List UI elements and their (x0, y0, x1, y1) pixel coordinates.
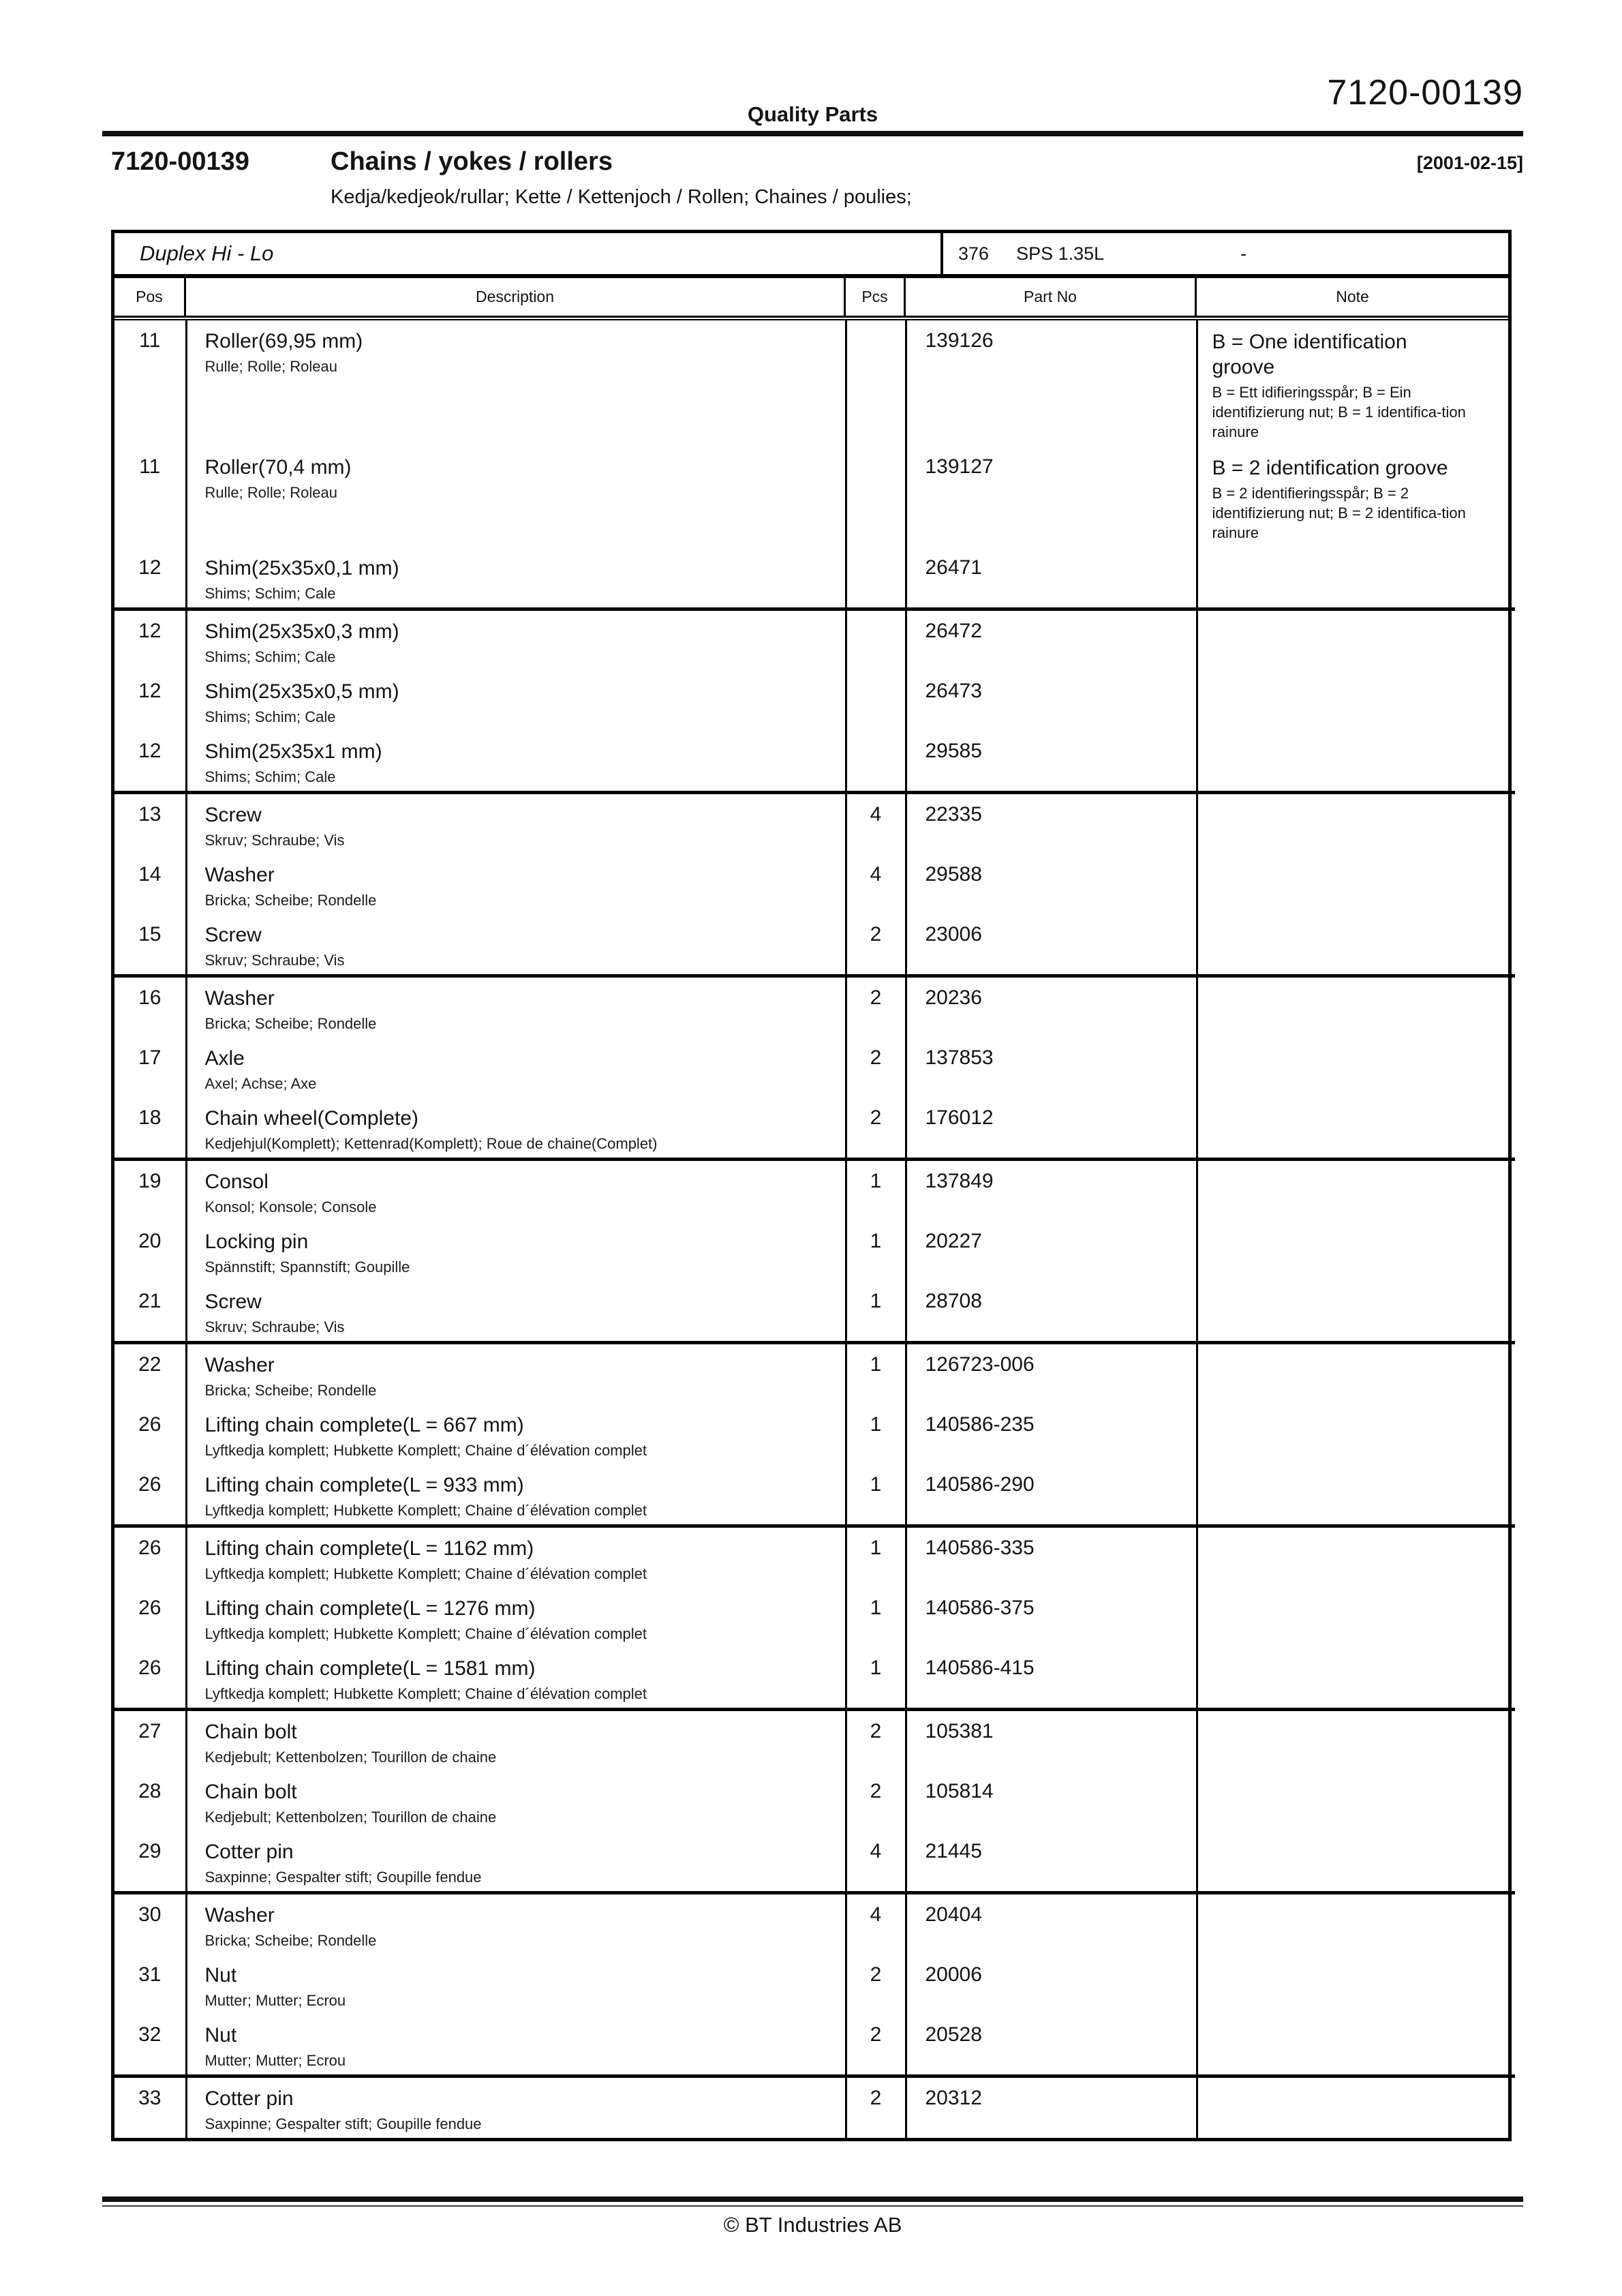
pcs-cell: 1 (846, 1281, 906, 1343)
description-sub: Rulle; Rolle; Roleau (204, 358, 337, 375)
pcs-cell: 2 (846, 1038, 906, 1098)
pcs-cell: 2 (846, 1771, 906, 1831)
pos-cell: 21 (114, 1281, 186, 1343)
part-no-cell: 105814 (906, 1771, 1197, 1831)
row-group (114, 793, 1515, 976)
note-sub: B = 2 identifieringsspår; B = 2 identifizierung nut; B = 2 identifica-tion rainure (1212, 485, 1466, 541)
description-cell (186, 1710, 846, 1772)
pos-cell: 12 (114, 731, 186, 793)
description-sub: Skruv; Schraube; Vis (204, 1318, 345, 1335)
row-group (114, 976, 1515, 1160)
note-cell (1197, 1648, 1515, 1710)
description-cell (186, 320, 846, 447)
description-cell (186, 1404, 846, 1464)
description-main: Chain wheel(Complete) (204, 1107, 418, 1130)
pcs-cell: 1 (846, 1160, 906, 1222)
description-main: Washer (204, 864, 275, 886)
table-row (114, 447, 1515, 547)
note-cell (1197, 609, 1515, 671)
description-cell (186, 1464, 846, 1526)
note-cell (1197, 1038, 1515, 1098)
description-cell (186, 1221, 846, 1281)
description-cell (186, 1771, 846, 1831)
description-sub: Mutter; Mutter; Ecrou (204, 1992, 346, 2009)
pcs-cell: 1 (846, 1648, 906, 1710)
description-main: Screw (204, 1290, 262, 1313)
table-row (114, 1098, 1515, 1160)
pcs-cell: 2 (846, 1710, 906, 1772)
description-sub: Shims; Schim; Cale (204, 708, 336, 725)
pcs-cell (846, 447, 906, 547)
pos-cell: 18 (114, 1098, 186, 1160)
part-no-cell: 29588 (906, 854, 1197, 914)
description-sub: Axel; Achse; Axe (204, 1075, 317, 1092)
pcs-cell: 1 (846, 1404, 906, 1464)
table-row (114, 1038, 1515, 1098)
description-cell (186, 1038, 846, 1098)
part-no-cell: 105381 (906, 1710, 1197, 1772)
pos-cell: 27 (114, 1710, 186, 1772)
pos-cell: 11 (114, 447, 186, 547)
pcs-cell: 4 (846, 1831, 906, 1893)
table-row (114, 854, 1515, 914)
description-sub: Shims; Schim; Cale (204, 768, 336, 785)
description-main: Axle (204, 1047, 245, 1070)
part-no-cell: 20312 (906, 2076, 1197, 2139)
description-sub: Saxpinne; Gespalter stift; Goupille fendue (204, 2115, 482, 2132)
note-cell (1197, 2076, 1515, 2139)
description-sub: Bricka; Scheibe; Rondelle (204, 892, 377, 909)
note-cell (1197, 1281, 1515, 1343)
description-main: Locking pin (204, 1230, 309, 1253)
description-sub: Kedjebult; Kettenbolzen; Tourillon de chaine (204, 1809, 497, 1826)
description-cell (186, 1281, 846, 1343)
description-sub: Bricka; Scheibe; Rondelle (204, 1382, 377, 1399)
section-title-row (111, 147, 1523, 209)
pcs-cell: 4 (846, 793, 906, 855)
description-main: Nut (204, 1964, 237, 1987)
row-group (114, 609, 1515, 793)
part-no-cell: 20528 (906, 2014, 1197, 2076)
note-cell (1197, 671, 1515, 731)
description-cell (186, 1648, 846, 1710)
note-cell (1197, 731, 1515, 793)
pcs-cell (846, 609, 906, 671)
pos-cell: 26 (114, 1588, 186, 1648)
table-row (114, 320, 1515, 447)
brand-title: Quality Parts (747, 102, 878, 126)
row-group (114, 1343, 1515, 1526)
description-main: Shim(25x35x0,5 mm) (204, 680, 399, 703)
pos-cell: 19 (114, 1160, 186, 1222)
table-row (114, 1526, 1515, 1588)
table-row (114, 1221, 1515, 1281)
model-code: 376 (958, 243, 990, 264)
description-cell (186, 793, 846, 855)
description-sub: Bricka; Scheibe; Rondelle (204, 1015, 377, 1032)
pos-cell: 17 (114, 1038, 186, 1098)
description-cell (186, 914, 846, 976)
part-no-cell: 20404 (906, 1893, 1197, 1955)
part-no-cell: 140586-335 (906, 1526, 1197, 1588)
pcs-cell: 2 (846, 1954, 906, 2014)
description-cell (186, 1160, 846, 1222)
part-no-cell: 22335 (906, 793, 1197, 855)
description-sub: Lyftkedja komplett; Hubkette Komplett; Chaine d´élévation complet (204, 1565, 647, 1582)
part-no-cell: 140586-290 (906, 1464, 1197, 1526)
table-row (114, 1771, 1515, 1831)
table-row (114, 914, 1515, 976)
row-group (114, 2076, 1515, 2139)
description-main: Roller(69,95 mm) (204, 330, 363, 352)
description-main: Shim(25x35x0,3 mm) (204, 620, 399, 643)
description-main: Lifting chain complete(L = 933 mm) (204, 1474, 524, 1496)
table-row (114, 547, 1515, 609)
section-subtitle: Kedja/kedjeok/rullar; Kette / Kettenjoch / Rollen; Chaines / poulies; (331, 186, 912, 208)
part-no-cell: 139126 (906, 320, 1197, 447)
description-cell (186, 671, 846, 731)
table-row (114, 976, 1515, 1038)
pcs-cell (846, 731, 906, 793)
pos-cell: 14 (114, 854, 186, 914)
description-main: Washer (204, 987, 275, 1010)
parts-table-box (111, 230, 1512, 2141)
note-cell (1197, 1160, 1515, 1222)
pos-cell: 20 (114, 1221, 186, 1281)
description-sub: Rulle; Rolle; Roleau (204, 484, 337, 501)
table-row (114, 1831, 1515, 1893)
note-cell (1197, 547, 1515, 609)
description-cell (186, 2076, 846, 2139)
note-cell (1197, 1588, 1515, 1648)
pos-cell: 31 (114, 1954, 186, 2014)
note-cell (1197, 1526, 1515, 1588)
note-cell (1197, 1464, 1515, 1526)
description-sub: Bricka; Scheibe; Rondelle (204, 1932, 377, 1949)
description-sub: Kedjehjul(Komplett); Kettenrad(Komplett); Roue de chaine(Complet) (204, 1135, 658, 1152)
description-main: Chain bolt (204, 1721, 297, 1743)
description-cell (186, 1954, 846, 2014)
description-cell (186, 1831, 846, 1893)
description-cell (186, 1893, 846, 1955)
table-row (114, 1464, 1515, 1526)
note-cell (1197, 1893, 1515, 1955)
description-main: Shim(25x35x0,1 mm) (204, 557, 399, 579)
note-main: B = One identification groove (1212, 331, 1407, 378)
row-group (114, 320, 1515, 609)
table-row (114, 2014, 1515, 2076)
note-cell (1197, 1343, 1515, 1405)
part-no-cell: 137853 (906, 1038, 1197, 1098)
table-row (114, 1648, 1515, 1710)
description-sub: Saxpinne; Gespalter stift; Goupille fendue (204, 1869, 482, 1886)
model-name: Duplex Hi - Lo (114, 233, 943, 274)
pcs-cell: 4 (846, 1893, 906, 1955)
pos-cell: 12 (114, 671, 186, 731)
pos-cell: 16 (114, 976, 186, 1038)
parts-table (114, 320, 1515, 2138)
description-sub: Lyftkedja komplett; Hubkette Komplett; Chaine d´élévation complet (204, 1685, 647, 1702)
description-main: Cotter pin (204, 2087, 294, 2110)
pos-cell: 28 (114, 1771, 186, 1831)
description-cell (186, 547, 846, 609)
model-spec: SPS 1.35L (1016, 243, 1105, 264)
part-no-cell: 140586-415 (906, 1648, 1197, 1710)
section-title-block (331, 147, 1417, 209)
part-no-cell: 137849 (906, 1160, 1197, 1222)
pos-cell: 30 (114, 1893, 186, 1955)
description-sub: Konsol; Konsole; Console (204, 1198, 377, 1215)
table-row (114, 2076, 1515, 2139)
copyright-text: © BT Industries AB (723, 2213, 902, 2237)
note-sub: B = Ett idifieringsspår; B = Ein identifizierung nut; B = 1 identifica-tion rainure (1212, 384, 1466, 440)
row-group (114, 1893, 1515, 2076)
pos-cell: 26 (114, 1648, 186, 1710)
table-row (114, 1160, 1515, 1222)
part-no-cell: 20006 (906, 1954, 1197, 2014)
part-no-cell: 20236 (906, 976, 1197, 1038)
description-cell (186, 731, 846, 793)
column-header-note: Note (1336, 288, 1369, 305)
row-group (114, 1710, 1515, 1893)
note-cell (1197, 854, 1515, 914)
column-header-row (114, 278, 1508, 318)
note-cell (1197, 793, 1515, 855)
pos-cell: 26 (114, 1404, 186, 1464)
note-cell (1197, 1710, 1515, 1772)
description-cell (186, 1343, 846, 1405)
part-no-cell: 23006 (906, 914, 1197, 976)
part-no-cell: 29585 (906, 731, 1197, 793)
description-sub: Lyftkedja komplett; Hubkette Komplett; Chaine d´élévation complet (204, 1625, 647, 1642)
column-header-description: Description (186, 278, 846, 316)
description-sub: Shims; Schim; Cale (204, 648, 336, 665)
table-row (114, 1281, 1515, 1343)
note-cell (1197, 2014, 1515, 2076)
footer-rule (102, 2196, 1523, 2207)
pos-cell: 22 (114, 1343, 186, 1405)
note-cell (1197, 1771, 1515, 1831)
pcs-cell: 1 (846, 1343, 906, 1405)
note-cell (1197, 1098, 1515, 1160)
note-cell (1197, 1831, 1515, 1893)
description-main: Roller(70,4 mm) (204, 456, 352, 479)
pcs-cell (846, 320, 906, 447)
pcs-cell: 2 (846, 2076, 906, 2139)
pcs-cell: 2 (846, 914, 906, 976)
table-row (114, 1710, 1515, 1772)
doc-number-top-right: 7120-00139 (1327, 73, 1523, 112)
pcs-cell: 2 (846, 1098, 906, 1160)
revision-date: [2001-02-15] (1416, 153, 1523, 173)
part-no-cell: 26471 (906, 547, 1197, 609)
part-no-cell: 140586-235 (906, 1404, 1197, 1464)
part-no-cell: 139127 (906, 447, 1197, 547)
part-no-cell: 26473 (906, 671, 1197, 731)
description-cell (186, 1098, 846, 1160)
part-no-cell: 28708 (906, 1281, 1197, 1343)
pos-cell: 32 (114, 2014, 186, 2076)
description-sub: Lyftkedja komplett; Hubkette Komplett; Chaine d´élévation complet (204, 1442, 647, 1459)
part-no-cell: 26472 (906, 609, 1197, 671)
header-rule (102, 131, 1523, 136)
description-sub: Spännstift; Spannstift; Goupille (204, 1258, 410, 1275)
table-row (114, 1893, 1515, 1955)
pcs-cell (846, 547, 906, 609)
description-main: Chain bolt (204, 1781, 297, 1803)
pcs-cell: 1 (846, 1526, 906, 1588)
description-cell (186, 2014, 846, 2076)
description-sub: Lyftkedja komplett; Hubkette Komplett; Chaine d´élévation complet (204, 1502, 647, 1519)
part-no-cell: 176012 (906, 1098, 1197, 1160)
note-cell (1197, 320, 1515, 447)
note-cell (1197, 976, 1515, 1038)
description-cell (186, 1588, 846, 1648)
pcs-cell: 4 (846, 854, 906, 914)
part-no-cell: 21445 (906, 1831, 1197, 1893)
model-dash: - (1240, 243, 1247, 264)
description-cell (186, 447, 846, 547)
description-main: Consol (204, 1170, 269, 1193)
description-sub: Kedjebult; Kettenbolzen; Tourillon de chaine (204, 1749, 497, 1766)
table-row (114, 1588, 1515, 1648)
pcs-cell: 2 (846, 976, 906, 1038)
note-cell (1197, 1404, 1515, 1464)
description-main: Washer (204, 1354, 275, 1376)
pos-cell: 33 (114, 2076, 186, 2139)
table-row (114, 671, 1515, 731)
description-cell (186, 854, 846, 914)
model-meta (943, 243, 1508, 265)
section-title: Chains / yokes / rollers (331, 147, 613, 176)
description-main: Screw (204, 924, 262, 946)
pcs-cell: 1 (846, 1221, 906, 1281)
note-cell (1197, 1954, 1515, 2014)
part-no-cell: 20227 (906, 1221, 1197, 1281)
description-main: Lifting chain complete(L = 1162 mm) (204, 1537, 534, 1560)
description-main: Nut (204, 2024, 237, 2046)
description-sub: Shims; Schim; Cale (204, 585, 336, 602)
row-group (114, 1526, 1515, 1710)
table-row (114, 609, 1515, 671)
column-header-part-no: Part No (906, 278, 1197, 316)
description-sub: Skruv; Schraube; Vis (204, 952, 345, 969)
description-main: Lifting chain complete(L = 1276 mm) (204, 1597, 536, 1620)
section-number: 7120-00139 (111, 147, 249, 176)
description-main: Lifting chain complete(L = 667 mm) (204, 1414, 524, 1436)
pos-cell: 29 (114, 1831, 186, 1893)
description-cell (186, 976, 846, 1038)
pcs-cell (846, 671, 906, 731)
description-main: Shim(25x35x1 mm) (204, 740, 382, 763)
description-main: Washer (204, 1904, 275, 1927)
pos-cell: 12 (114, 547, 186, 609)
row-group (114, 1160, 1515, 1343)
note-cell (1197, 447, 1515, 547)
part-no-cell: 140586-375 (906, 1588, 1197, 1648)
note-cell (1197, 914, 1515, 976)
table-row (114, 793, 1515, 855)
description-sub: Mutter; Mutter; Ecrou (204, 2052, 346, 2069)
description-main: Lifting chain complete(L = 1581 mm) (204, 1657, 536, 1680)
description-sub: Skruv; Schraube; Vis (204, 832, 345, 849)
description-main: Screw (204, 804, 262, 826)
pos-cell: 26 (114, 1464, 186, 1526)
part-no-cell: 126723-006 (906, 1343, 1197, 1405)
note-cell (1197, 1221, 1515, 1281)
pos-cell: 11 (114, 320, 186, 447)
note-main: B = 2 identification groove (1212, 457, 1448, 479)
pos-cell: 12 (114, 609, 186, 671)
pcs-cell: 2 (846, 2014, 906, 2076)
table-row (114, 1343, 1515, 1405)
description-cell (186, 609, 846, 671)
description-cell (186, 1526, 846, 1588)
table-row (114, 1404, 1515, 1464)
pcs-cell: 1 (846, 1588, 906, 1648)
model-header-row (114, 233, 1508, 278)
table-row (114, 731, 1515, 793)
column-header-pos: Pos (114, 278, 186, 316)
pos-cell: 15 (114, 914, 186, 976)
pos-cell: 13 (114, 793, 186, 855)
column-header-pcs: Pcs (846, 278, 906, 316)
pos-cell: 26 (114, 1526, 186, 1588)
table-row (114, 1954, 1515, 2014)
description-main: Cotter pin (204, 1841, 294, 1863)
pcs-cell: 1 (846, 1464, 906, 1526)
